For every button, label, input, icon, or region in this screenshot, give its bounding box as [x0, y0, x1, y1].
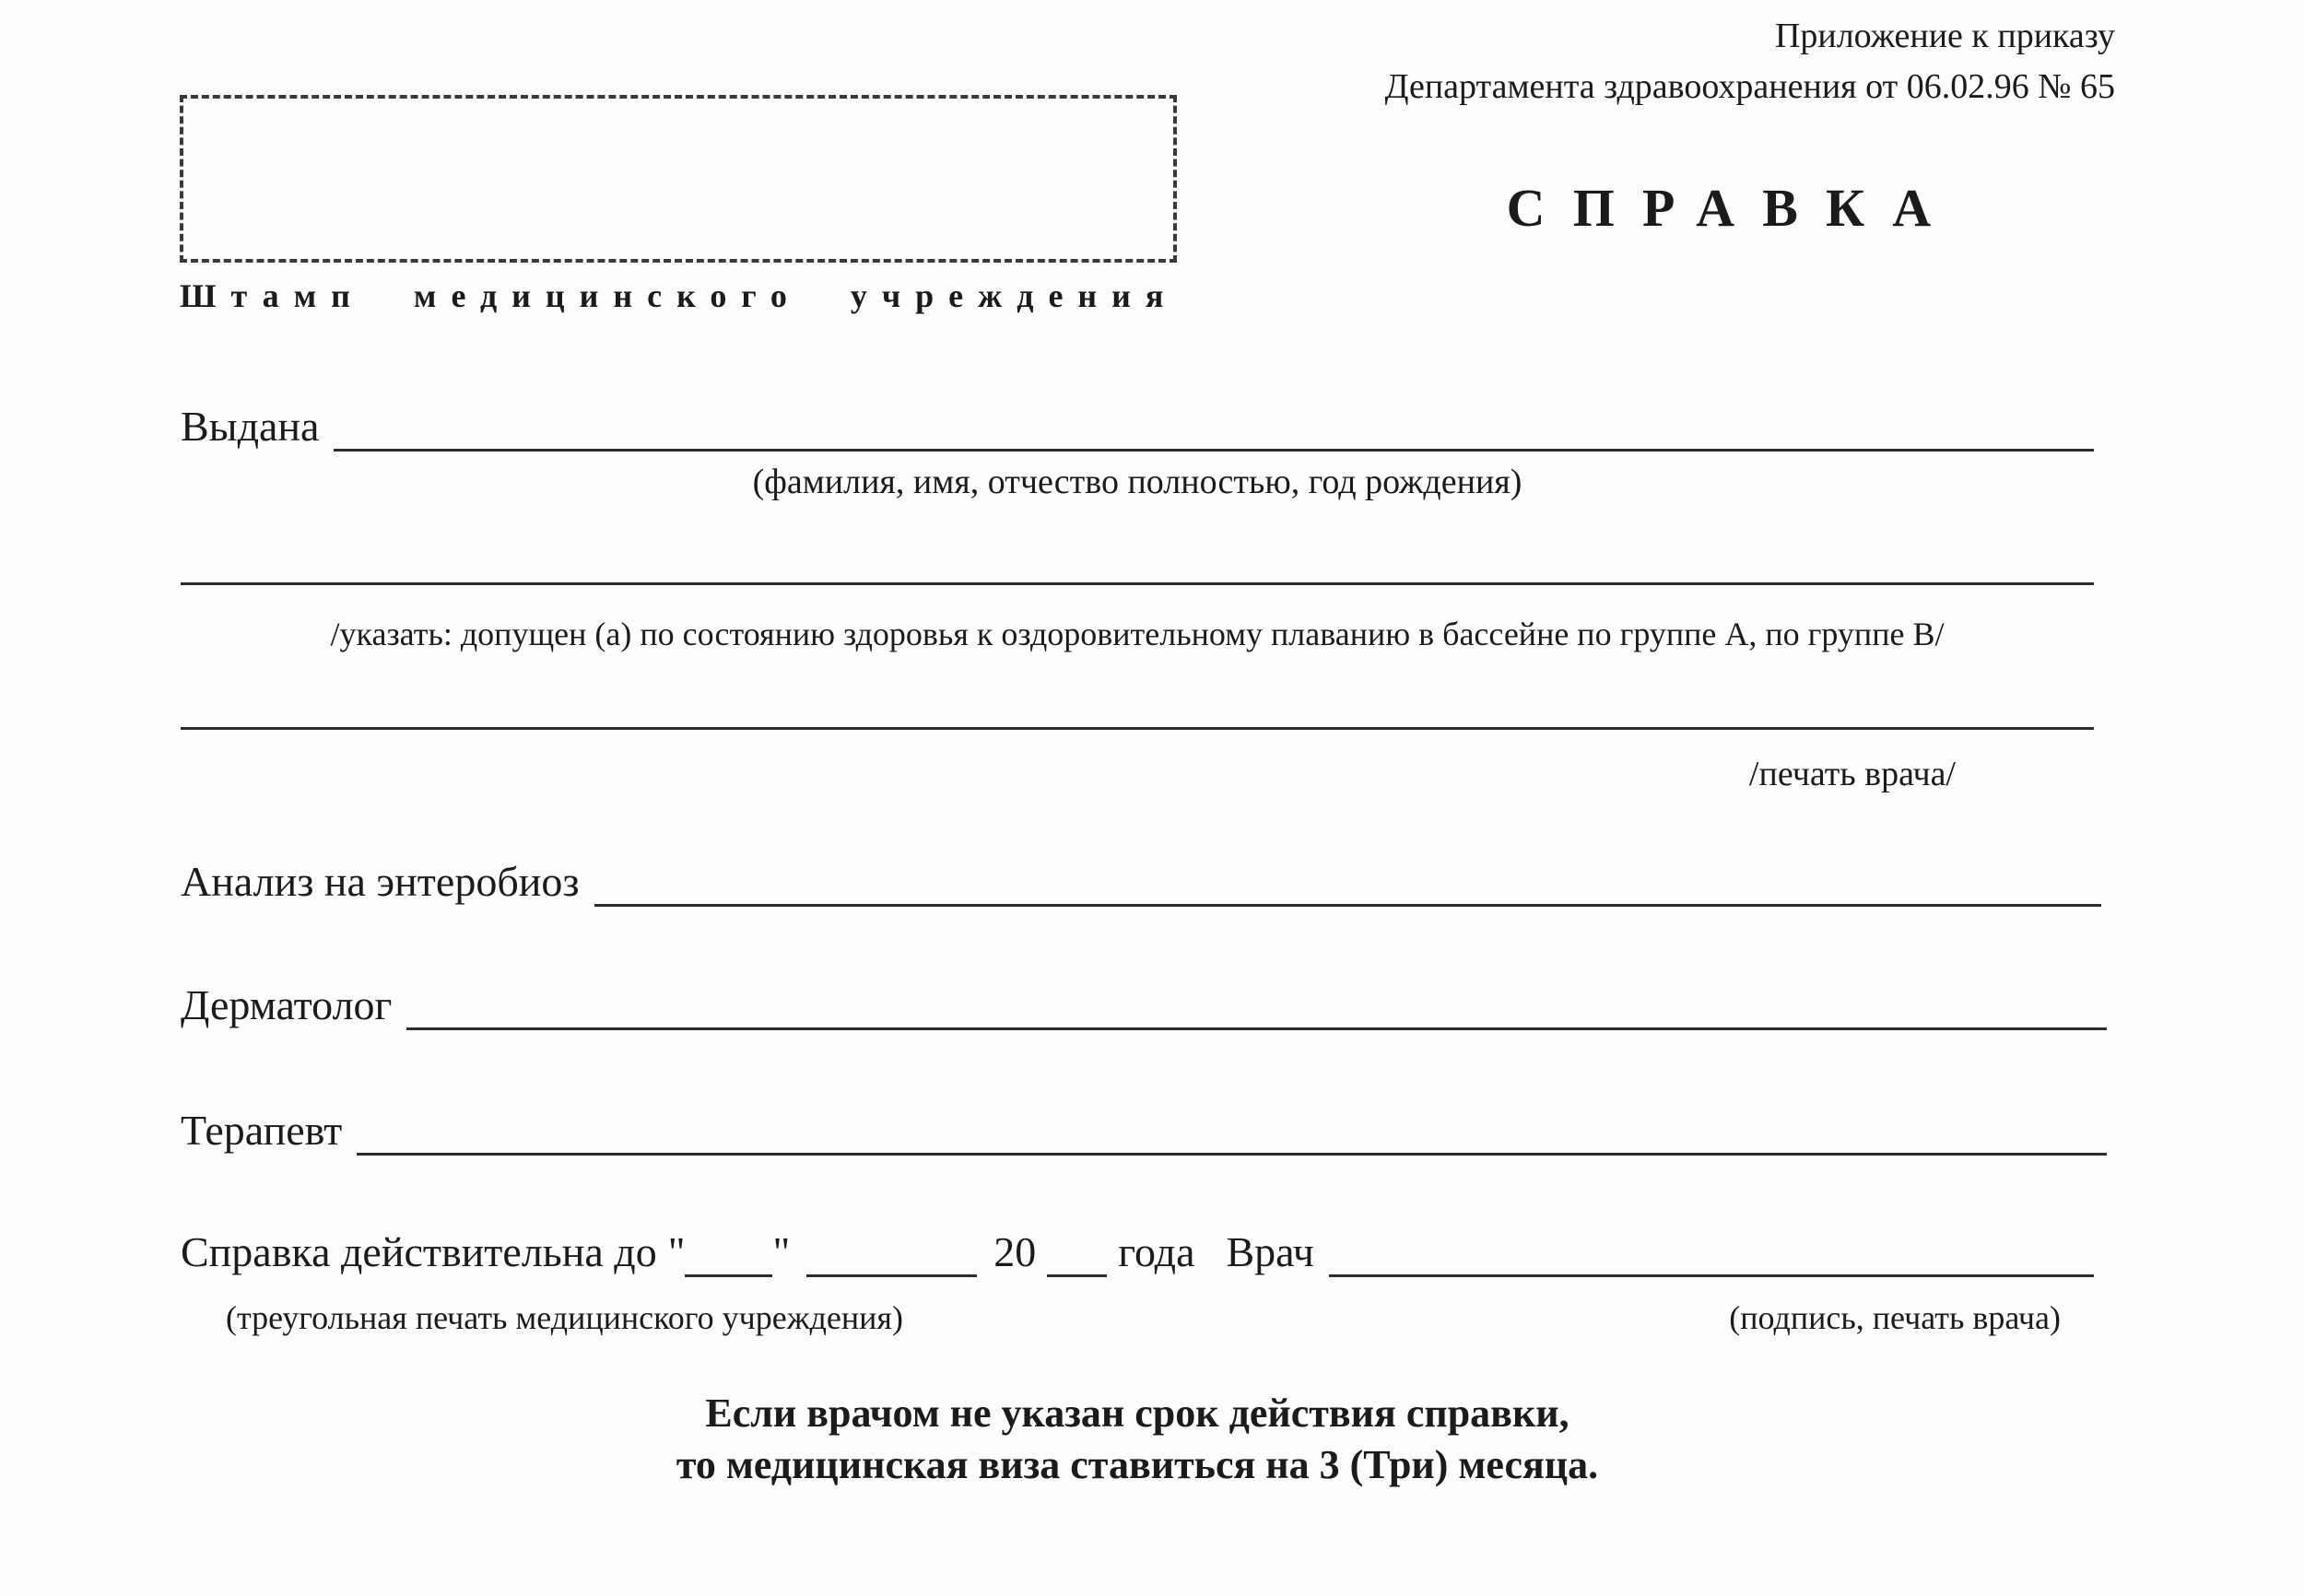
- note-line-2: то медицинская виза ставиться на 3 (Три) месяца.: [676, 1442, 1599, 1488]
- triangle-seal-caption: (треугольная печать медицинского учреждения): [226, 1299, 903, 1336]
- enterobiosis-row: [181, 853, 2101, 907]
- enterobiosis-label: Анализ на энтеробиоз: [181, 857, 580, 905]
- seal-line: [181, 676, 2094, 730]
- page-title: СПРАВКА: [1506, 178, 1959, 238]
- year-word: года: [1118, 1227, 1195, 1275]
- issued-line: [334, 449, 2094, 452]
- validity-row: [181, 1224, 2094, 1277]
- annex-line-1: Приложение к приказу: [1774, 17, 2115, 55]
- year-field: [1047, 1274, 1107, 1277]
- annex-line-2: Департамента здравоохранения от 06.02.96 № 65: [1384, 67, 2115, 107]
- doctor-seal-caption: /печать врача/: [1748, 755, 1956, 793]
- note-line-1: Если врачом не указан срок действия справки,: [705, 1391, 1569, 1436]
- stamp-caption: Штамп медицинского учреждения: [180, 277, 1179, 314]
- annex-note: [1385, 11, 2115, 112]
- issued-caption: (фамилия, имя, отчество полностью, год рождения): [752, 463, 1522, 501]
- stamp-box: [180, 95, 1177, 263]
- day-quote-close: ": [772, 1227, 791, 1275]
- validity-label: Справка действительна до: [181, 1227, 657, 1275]
- therapist-row: [181, 1102, 2107, 1156]
- issued-row: [181, 396, 2094, 452]
- admission-caption: /указать: допущен (а) по состоянию здоровья к оздоровительному плаванию в бассейне по группе А, по группе В/: [330, 616, 1945, 652]
- issued-label: Выдана: [181, 402, 320, 450]
- doctor-signature-line: [1329, 1274, 2094, 1277]
- day-quote-open: ": [667, 1227, 686, 1275]
- enterobiosis-line: [594, 904, 2101, 907]
- footer-note: [181, 1388, 2094, 1492]
- day-field: [685, 1274, 772, 1277]
- dermatologist-line: [406, 1027, 2107, 1030]
- therapist-line: [357, 1153, 2107, 1156]
- therapist-label: Терапевт: [181, 1106, 343, 1154]
- doctor-label: Врач: [1226, 1227, 1314, 1275]
- dermatologist-label: Дерматолог: [181, 980, 393, 1028]
- dermatologist-row: [181, 977, 2107, 1030]
- signature-caption: (подпись, печать врача): [1729, 1299, 2061, 1336]
- century-text: 20: [993, 1227, 1037, 1275]
- month-field: [806, 1274, 977, 1277]
- admission-line: [181, 532, 2094, 585]
